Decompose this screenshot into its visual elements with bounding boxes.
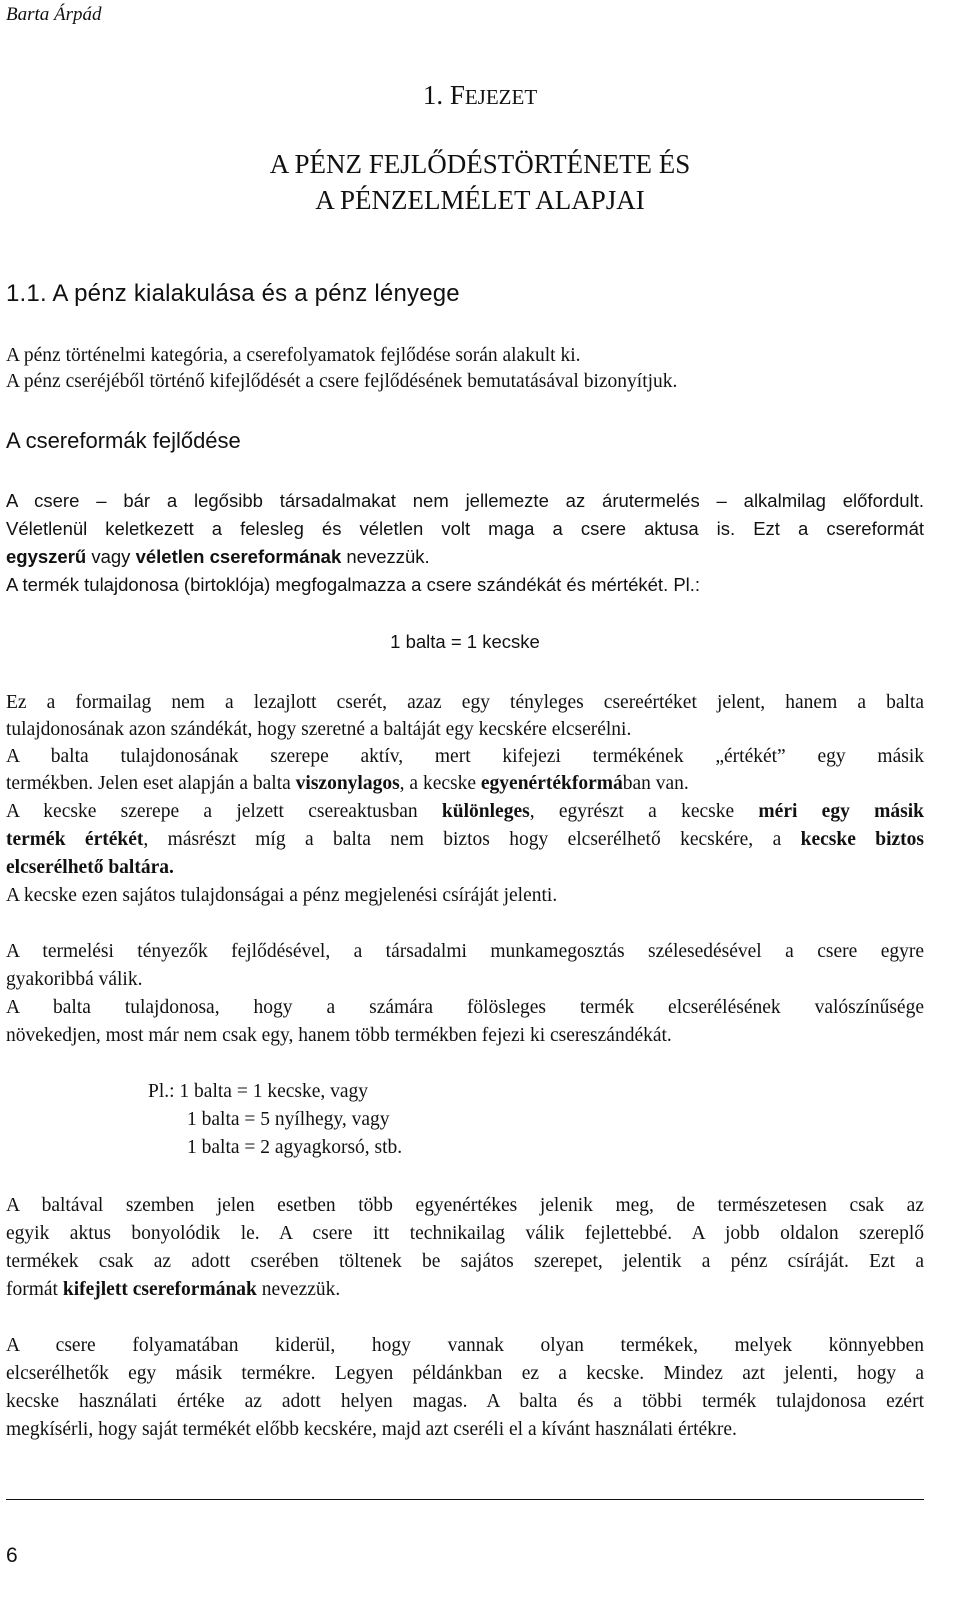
p4-line-4: formát kifejlett csereformának nevezzük. xyxy=(6,1279,341,1300)
p4-line-3: termékek csak az adott cserében töltenek be sajátos szerepet, jelentik a pénz csíráját. Ezt a xyxy=(6,1251,924,1272)
p4-line-2: egyik aktus bonyolódik le. A csere itt technikailag válik fejlettebbé. A jobb oldalon szereplő xyxy=(6,1223,924,1244)
section-heading: 1.1. A pénz kialakulása és a pénz lényege xyxy=(6,280,460,307)
p3-line-3: A balta tulajdonosa, hogy a számára fölösleges termék elcserélésének valószínűsége xyxy=(6,997,924,1018)
p1-line-1: A csere – bár a legősibb társadalmakat nem jellemezte az árutermelés – alkalmilag előfordult. xyxy=(6,490,924,511)
p1-line-2: Véletlenül keletkezett a felesleg és véletlen volt maga a csere aktusa is. Ezt a csereformát xyxy=(6,518,924,539)
p3-line-2: gyakoribbá válik. xyxy=(6,969,143,990)
p3-line-1: A termelési tényezők fejlődésével, a társadalmi munkamegosztás szélesedésével a csere egyre xyxy=(6,941,924,962)
p5-line-3: kecske használati értéke az adott helyen magas. A balta és a többi termék tulajdonosa ezért xyxy=(6,1391,924,1412)
intro-line-1: A pénz történelmi kategória, a cserefolyamatok fejlődése során alakult ki. xyxy=(6,345,581,366)
example-2-line-2: 1 balta = 5 nyílhegy, vagy xyxy=(187,1109,390,1130)
term-random-exchange: véletlen csereformának xyxy=(135,546,342,567)
example-2-line-3: 1 balta = 2 agyagkorsó, stb. xyxy=(187,1137,403,1158)
p2-line-4: termékben. Jelen eset alapján a balta viszonylagos, a kecske egyenértékformában van. xyxy=(6,773,689,794)
chapter-heading xyxy=(0,80,960,111)
term-relative: viszonylagos xyxy=(295,773,400,794)
p2-line-1: Ez a formailag nem a lezajlott cserét, azaz egy tényleges csereértéket jelent, hanem a balta xyxy=(6,692,924,713)
p2-line-7: elcserélhető baltára. xyxy=(6,857,174,878)
intro-line-2: A pénz cseréjéből történő kifejlődését a csere fejlődésének bemutatásával bizonyítjuk. xyxy=(6,371,678,392)
p5-line-1: A csere folyamatában kiderül, hogy vannak olyan termékek, melyek könnyebben xyxy=(6,1335,924,1356)
p1-line-4: A termék tulajdonosa (birtoklója) megfogalmazza a csere szándékát és mértékét. Pl.: xyxy=(6,574,701,595)
p1-line-3: egyszerű vagy véletlen csereformának nevezzük. xyxy=(6,546,430,567)
p2-line-5: A kecske szerepe a jelzett csereaktusban különleges, egyrészt a kecske méri egy másik xyxy=(6,801,924,822)
footer-divider xyxy=(6,1499,924,1500)
p4-line-1: A baltával szemben jelen esetben több egyenértékes jelenik meg, de természetesen csak az xyxy=(6,1195,924,1216)
chapter-title-line-2: A PÉNZELMÉLET ALAPJAI xyxy=(315,185,645,215)
term-developed-exchange: kifejlett csereformának xyxy=(62,1279,257,1300)
example-equation-1: 1 balta = 1 kecske xyxy=(390,631,540,652)
p5-line-4: megkísérli, hogy saját termékét előbb kecskére, majd azt cseréli el a kívánt használati értékre. xyxy=(6,1419,737,1440)
p2-line-8: A kecske ezen sajátos tulajdonságai a pénz megjelenési csíráját jelenti. xyxy=(6,885,558,906)
page-number: 6 xyxy=(6,1544,18,1567)
term-simple: egyszerű xyxy=(6,546,87,567)
p2-line-2: tulajdonosának azon szándékát, hogy szeretné a baltáját egy kecskére elcserélni. xyxy=(6,719,632,740)
example-2-line-1: Pl.: 1 balta = 1 kecske, vagy xyxy=(148,1081,369,1102)
running-header-author: Barta Árpád xyxy=(6,4,102,25)
term-equivalent-form: egyenértékformá xyxy=(480,773,623,794)
subsection-heading: A csereformák fejlődése xyxy=(6,428,241,453)
p5-line-2: elcserélhetők egy másik termékre. Legyen példánkban ez a kecske. Mindez azt jelenti, hogy a xyxy=(6,1363,924,1384)
p3-line-4: növekedjen, most már nem csak egy, hanem több termékben fejezi ki csereszándékát. xyxy=(6,1025,672,1046)
chapter-title-line-1: A PÉNZ FEJLŐDÉSTÖRTÉNETE ÉS xyxy=(269,149,691,179)
chapter-number: 1. F xyxy=(422,80,465,110)
p2-line-6: termék értékét, másrészt míg a balta nem biztos hogy elcserélhető kecskére, a kecske biztos xyxy=(6,829,925,850)
chapter-label: EJEZET xyxy=(464,85,538,109)
p2-line-3: A balta tulajdonosának szerepe aktív, mert kifejezi termékének „értékét” egy másik xyxy=(6,746,924,767)
